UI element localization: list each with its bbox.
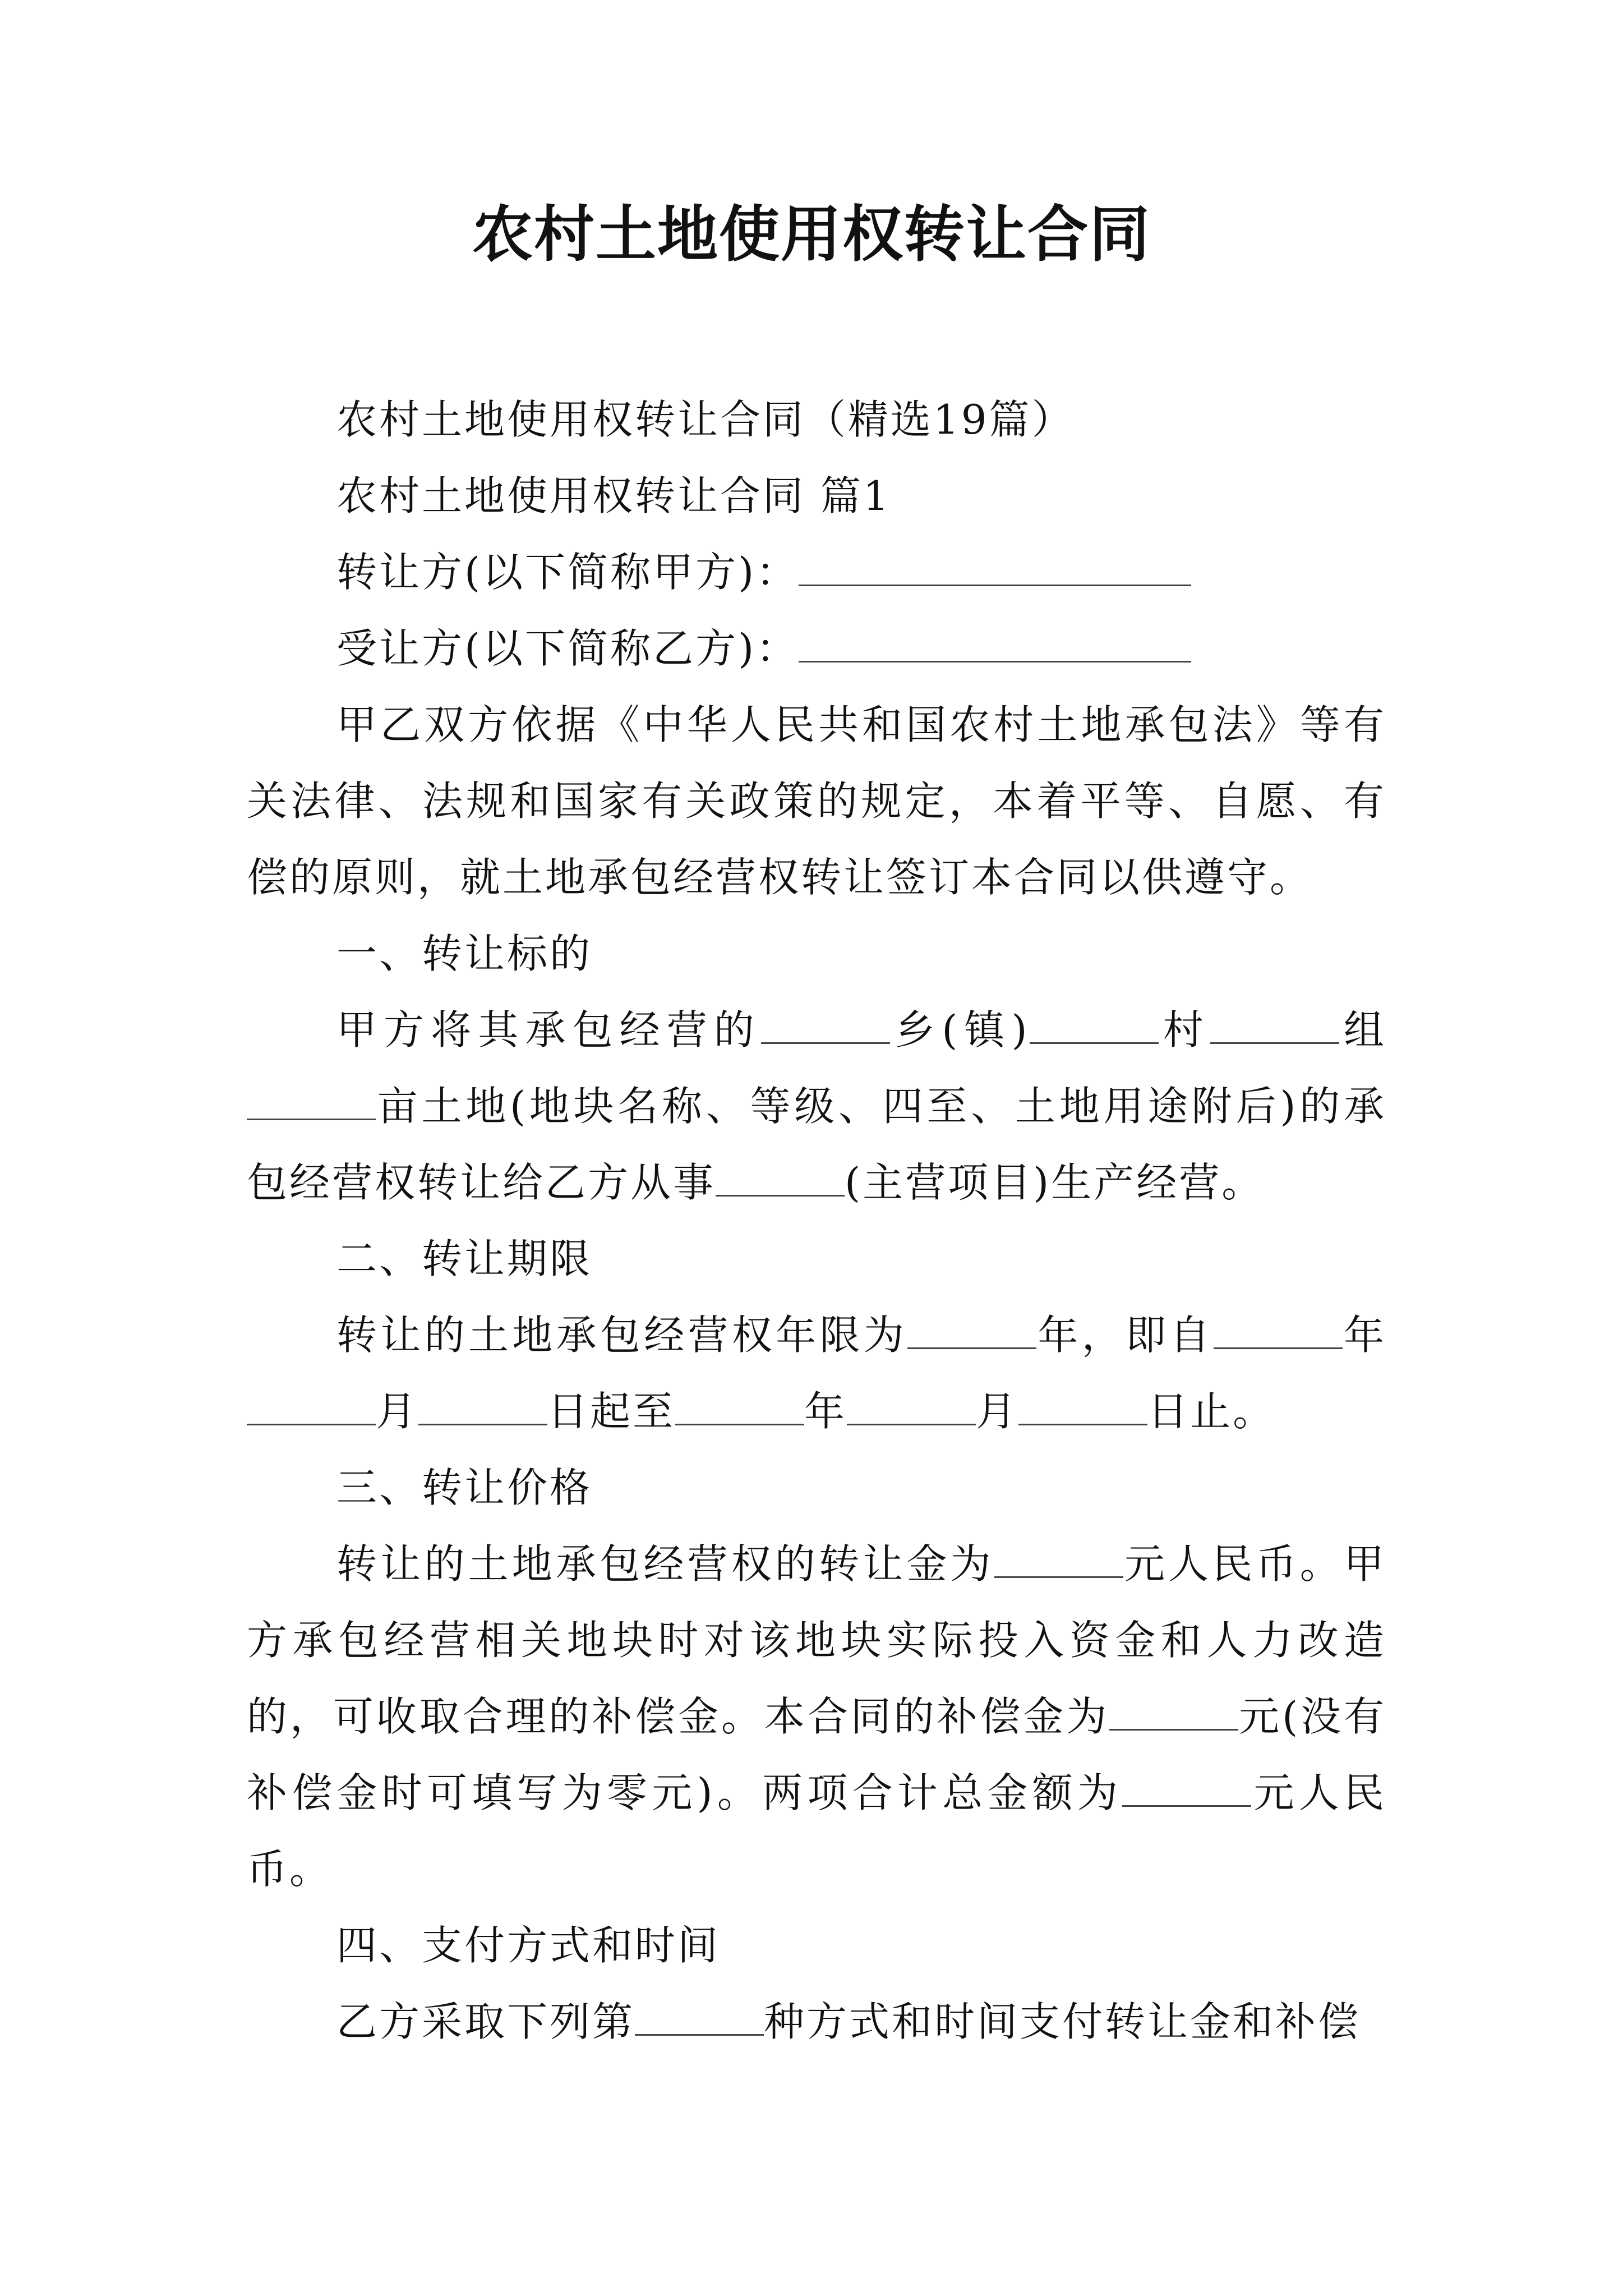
text-segment: 乡(镇) [890, 1006, 1030, 1053]
fill-blank [1210, 1009, 1339, 1044]
fill-blank [907, 1314, 1036, 1349]
fill-blank [1030, 1009, 1159, 1044]
fill-blank [247, 1085, 376, 1120]
fill-blank [716, 1161, 845, 1197]
fill-blank [761, 1009, 890, 1044]
subtitle-paragraph: 农村土地使用权转让合同（精选19篇） [336, 396, 1075, 443]
text-segment: 年 [1342, 1312, 1386, 1359]
text-segment: 月 [976, 1388, 1019, 1435]
section-4-paragraph [247, 1984, 1386, 2060]
fill-blank [994, 1543, 1123, 1578]
fill-blank [247, 1390, 376, 1425]
party-a-blank [799, 551, 1191, 586]
party-a-line [247, 534, 1386, 610]
text-segment: 组 [1339, 1006, 1386, 1053]
fill-blank [1109, 1695, 1238, 1731]
fill-blank [1018, 1390, 1147, 1425]
party-b-label: 受让方(以下简称乙方)： [336, 625, 799, 672]
text-segment: 元人民币。甲方承包经营相关地块时对该地块实际投入资金和人力改造的，可收取合理的补偿金。本合同的补偿金为 [247, 1540, 1386, 1740]
section-heading-4: 四、支付方式和时间 [336, 1922, 721, 1969]
text-segment: 种方式和时间支付转让金和补偿 [764, 1998, 1361, 2045]
fill-blank [847, 1390, 976, 1425]
fill-blank [1214, 1314, 1343, 1349]
chapter-heading: 农村土地使用权转让合同 篇1 [336, 472, 891, 519]
fill-blank [418, 1390, 547, 1425]
section-heading-3: 三、转让价格 [336, 1464, 593, 1511]
party-a-label: 转让方(以下简称甲方)： [336, 549, 799, 596]
text-segment: 乙方采取下列第 [336, 1998, 635, 2045]
text-segment: 转让的土地承包经营权的转让金为 [336, 1540, 994, 1588]
section-heading-2: 二、转让期限 [336, 1235, 593, 1282]
text-segment: 元人民币。 [247, 1769, 1386, 1893]
document-body [247, 381, 1386, 2060]
text-segment: 年，即自 [1036, 1312, 1214, 1359]
party-b-blank [799, 627, 1191, 662]
document-title: 农村土地使用权转让合同 [472, 199, 1151, 270]
fill-blank [1122, 1772, 1251, 1807]
text-segment: 转让的土地承包经营权年限为 [336, 1312, 908, 1359]
intro-paragraph: 甲乙双方依据《中华人民共和国农村土地承包法》等有关法律、法规和国家有关政策的规定，本着平等、自愿、有偿的原则，就土地承包经营权转让签订本合同以供遵守。 [247, 701, 1386, 901]
section-1-paragraph [247, 992, 1386, 1221]
party-b-line [247, 610, 1386, 687]
fill-blank [635, 2000, 764, 2036]
text-segment: 日止。 [1147, 1388, 1276, 1435]
text-segment: 年 [804, 1388, 847, 1435]
section-heading-1: 一、转让标的 [336, 930, 593, 977]
text-segment: 日起至 [547, 1388, 676, 1435]
text-segment: 甲方将其承包经营的 [336, 1006, 761, 1053]
section-2-paragraph [247, 1297, 1386, 1450]
section-3-paragraph [247, 1526, 1386, 1907]
text-segment: 亩土地(地块名称、等级、四至、土地用途附后)的承包经营权转让给乙方从事 [247, 1083, 1386, 1206]
text-segment: 村 [1158, 1006, 1210, 1053]
text-segment: 月 [376, 1388, 419, 1435]
text-segment: (主营项目)生产经营。 [845, 1159, 1265, 1206]
text-segment: 元(没有补偿金时可填写为零元)。两项合计总金额为 [247, 1693, 1386, 1816]
fill-blank [675, 1390, 804, 1425]
